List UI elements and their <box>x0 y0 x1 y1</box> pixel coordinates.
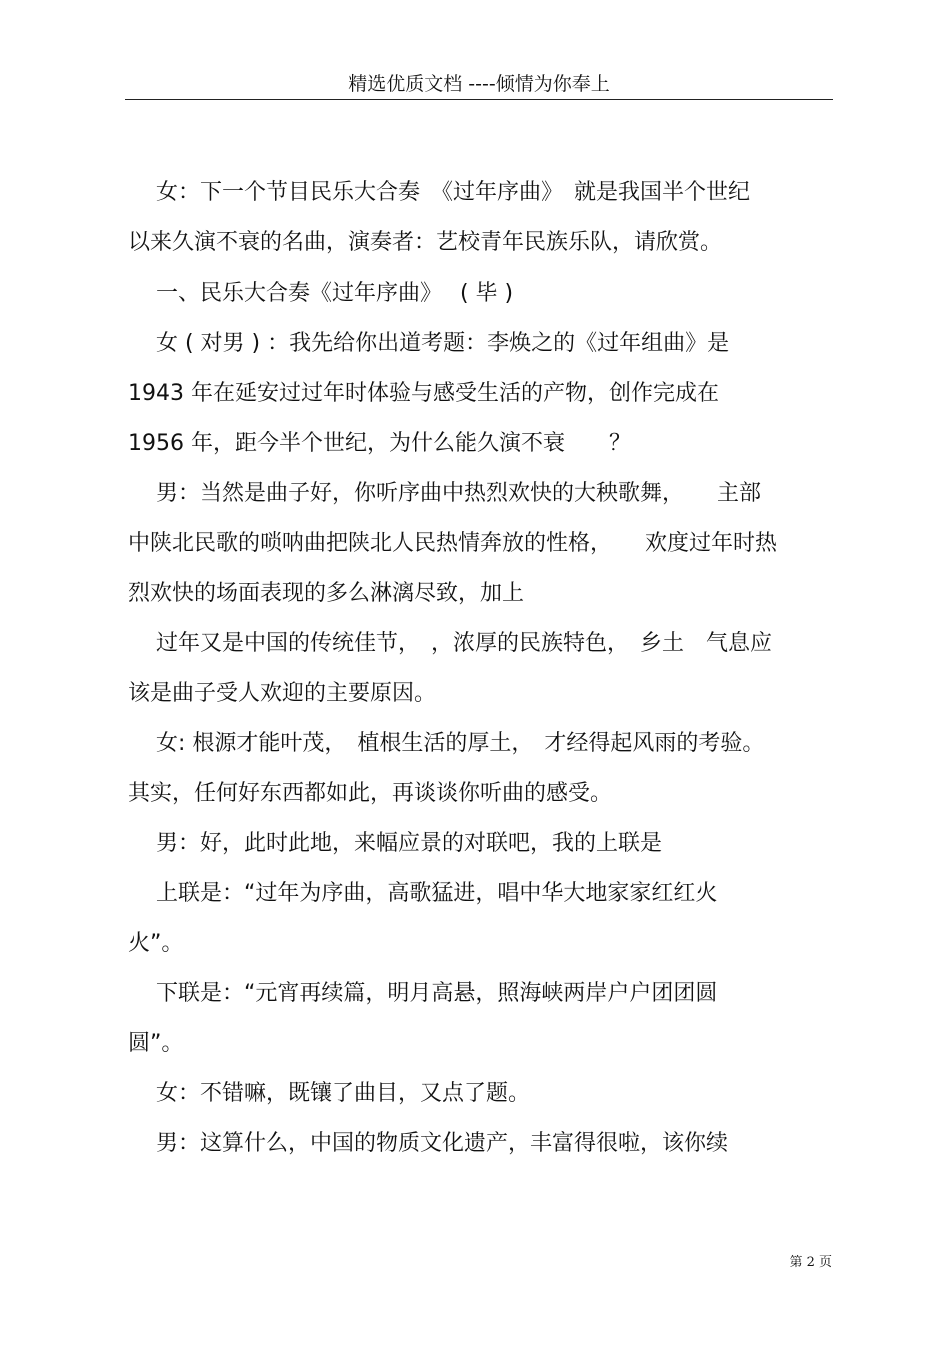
text-line: 1956 年，距今半个世纪，为什么能久演不衰 ？ <box>128 431 631 456</box>
text-line: 烈欢快的场面表现的多么淋漓尽致，加上 <box>128 581 525 606</box>
text-line: 女: 根源才能叶茂， 植根生活的厚土， 才经得起风雨的考验。 <box>128 731 765 756</box>
header-divider <box>125 99 833 100</box>
text-line: 男：当然是曲子好，你听序曲中热烈欢快的大秧歌舞， 主部 <box>128 481 761 506</box>
text-line: 中陕北民歌的唢呐曲把陕北人民热情奔放的性格， 欢度过年时热 <box>128 531 778 556</box>
text-line: 圆”。 <box>128 1031 184 1056</box>
text-line: 男：这算什么，中国的物质文化遗产，丰富得很啦，该你续 <box>128 1131 728 1156</box>
text-line: 该是曲子受人欢迎的主要原因。 <box>128 681 437 706</box>
text-line: 以来久演不衰的名曲，演奏者：艺校青年民族乐队，请欣赏。 <box>128 230 723 255</box>
text-line: 过年又是中国的传统佳节， ，浓厚的民族特色， 乡土 气息应 <box>128 631 772 656</box>
text-line: 下联是：“元宵再续篇，明月高悬，照海峡两岸户户团团圆 <box>128 981 718 1006</box>
text-line: 火”。 <box>128 931 184 956</box>
header-title: 精选优质文档 ----倾情为你奉上 <box>348 73 610 95</box>
text-line: 男：好，此时此地，来幅应景的对联吧，我的上联是 <box>128 831 662 856</box>
text-line: 上联是：“过年为序曲，高歌猛进，唱中华大地家家红红火 <box>128 881 718 906</box>
text-line: 女 ( 对男 ) ：我先给你出道考题：李焕之的《过年组曲》是 <box>128 331 730 356</box>
text-line: 女：不错嘛，既镶了曲目，又点了题。 <box>128 1081 530 1106</box>
text-line: 一、民乐大合奏《过年序曲》 ( 毕 ) <box>128 281 514 306</box>
text-line: 其实，任何好东西都如此，再谈谈你听曲的感受。 <box>128 781 613 806</box>
text-line: 1943 年在延安过过年时体验与感受生活的产物，创作完成在 <box>128 381 719 406</box>
text-line: 女：下一个节目民乐大合奏 《过年序曲》 就是我国半个世纪 <box>128 180 750 205</box>
page-number: 第 2 页 <box>789 1255 832 1270</box>
